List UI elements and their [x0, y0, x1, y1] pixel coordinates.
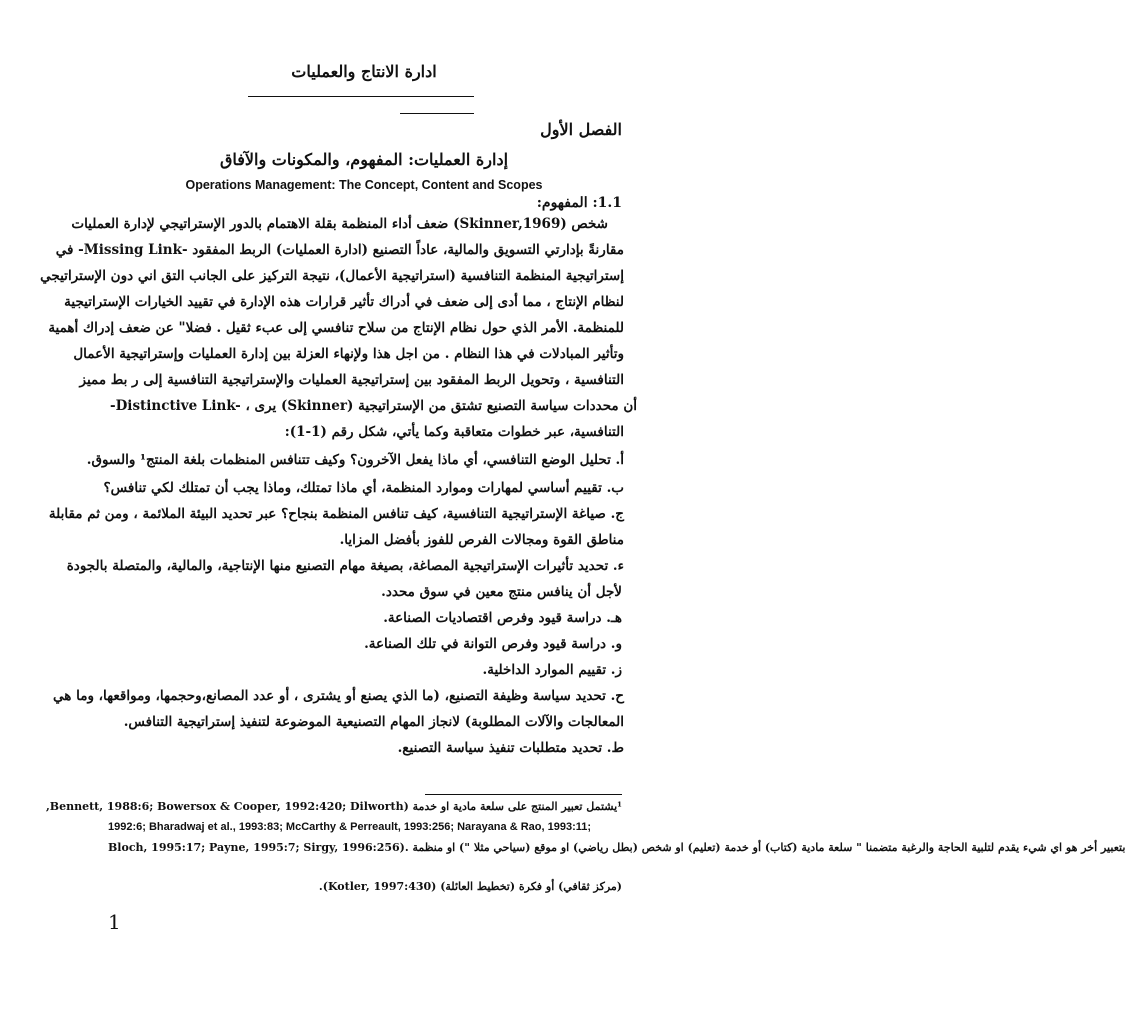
- body-line-1: شخص (Skinner,1969) ضعف أداء المنظمة بقلة الاهتمام بالدور الإستراتيجي لإدارة العمليات: [71, 216, 608, 232]
- header-rule-short: [400, 113, 474, 114]
- body-line-6: وتأثير المبادلات في هذا النظام . من اجل هذا ولإنهاء العزلة بين إدارة العمليات وإستراتيجية الأعمال: [73, 346, 624, 362]
- footnote-line-4: (مركز ثقافي) أو فكرة (تخطيط العائلة) (Kotler, 1997:430).: [318, 880, 622, 893]
- body-line-4: لنظام الإنتاج ، مما أدى إلى ضعف في أدراك تأثير قرارات هذه الإدارة في تقييد الخيارات الإستراتيجية: [64, 294, 624, 310]
- list-item-d-continued: لأجل أن ينافس منتج معين في سوق محدد.: [381, 584, 622, 600]
- list-item-c-continued: مناطق القوة ومجالات الفرص للفوز بأفضل المزايا.: [339, 532, 624, 548]
- section-heading: 1.1: المفهوم:: [536, 195, 622, 211]
- page-header-title: ادارة الانتاج والعمليات: [291, 62, 437, 81]
- chapter-label: الفصل الأول: [540, 120, 622, 139]
- body-line-7: التنافسية ، وتحويل الربط المفقود بين إستراتيجية العمليات والإستراتيجية التنافسية إلى ر بط مميز: [79, 372, 624, 388]
- footnote-line-1: ¹يشتمل تعبير المنتج على سلعة مادية او خدمة (Bennett, 1988:6; Bowersox & Cooper, 1992:420; Dilworth,: [45, 800, 622, 813]
- chapter-title-arabic: إدارة العمليات: المفهوم، والمكونات والآفاق: [219, 150, 509, 169]
- page-number: 1: [108, 910, 121, 934]
- body-line-8: -Distinctive Link- ، يرى (Skinner) أن محددات سياسة التصنيع تشتق من الإستراتيجية: [110, 398, 638, 414]
- footnote-line-3: Bloch, 1995:17; Payne, 1995:7; Sirgy, 1996:256). بتعبير أخر هو اي شيء يقدم لتلبية الحاجة والرغبة متضمنا " سلعة مادية (كتاب) أو خدمة (تعليم) او شخص (بطل رياضي) او موقع (سياحي مثلا ") او منظمة: [108, 841, 1125, 854]
- list-item-b: ب. تقييم أساسي لمهارات وموارد المنظمة، أي ماذا تمتلك، وماذا يجب أن تمتلك لكي تنافس؟: [103, 480, 624, 496]
- list-item-g: ز. تقييم الموارد الداخلية.: [482, 662, 622, 678]
- body-line-2: مقارنةً بإدارتي التسويق والمالية، عاداً التصنيع (ادارة العمليات) الربط المفقود -Missing Link- في: [55, 242, 624, 258]
- list-item-d: ء. تحديد تأثيرات الإستراتيجية المصاغة، بصيغة مهام التصنيع منها الإنتاجية، والمالية، والمتصلة بالجودة: [66, 558, 624, 574]
- chapter-title-english: Operations Management: The Concept, Content and Scopes: [185, 178, 543, 192]
- list-item-c: ج. صياغة الإستراتيجية التنافسية، كيف تنافس المنظمة بنجاح؟ عبر تحديد البيئة الملائمة ، ومن ثم مقابلة: [48, 506, 624, 522]
- body-line-9: التنافسية، عبر خطوات متعاقبة وكما يأتي، شكل رقم (1-1):: [284, 424, 624, 440]
- list-item-a: أ. تحليل الوضع التنافسي، أي ماذا يفعل الآخرون؟ وكيف تتنافس المنظمات بلغة المنتج¹ والسوق.: [86, 452, 624, 468]
- body-line-3: إستراتيجية المنظمة التنافسية (استراتيجية الأعمال)، نتيجة التركيز على الجانب التق اني دون الإستراتيجي: [40, 268, 624, 284]
- header-rule-long: [248, 96, 474, 97]
- list-item-f: و. دراسة قيود وفرص التوانة في تلك الصناعة.: [364, 636, 622, 652]
- body-line-5: للمنظمة. الأمر الذي حول نظام الإنتاج من سلاح تنافسي إلى عبء ثقيل . فضلا" عن ضعف إدراك أهمية: [48, 320, 624, 336]
- footnote-line-2: 1992:6; Bharadwaj et al., 1993:83; McCarthy & Perreault, 1993:256; Narayana & Rao, 1993:11;: [108, 821, 592, 833]
- footnote-separator: [425, 794, 622, 795]
- list-item-i: ط. تحديد متطلبات تنفيذ سياسة التصنيع.: [397, 740, 624, 756]
- list-item-e: هـ. دراسة قيود وفرص اقتصاديات الصناعة.: [383, 610, 622, 626]
- list-item-h-continued: المعالجات والآلات المطلوبة) لانجاز المهام التصنيعية الموضوعة لتنفيذ إستراتيجية التنافس.: [123, 714, 624, 730]
- list-item-h: ح. تحديد سياسة وظيفة التصنيع، (ما الذي يصنع أو يشترى ، أو عدد المصانع،وحجمها، ومواقعها، وما هي: [53, 688, 624, 704]
